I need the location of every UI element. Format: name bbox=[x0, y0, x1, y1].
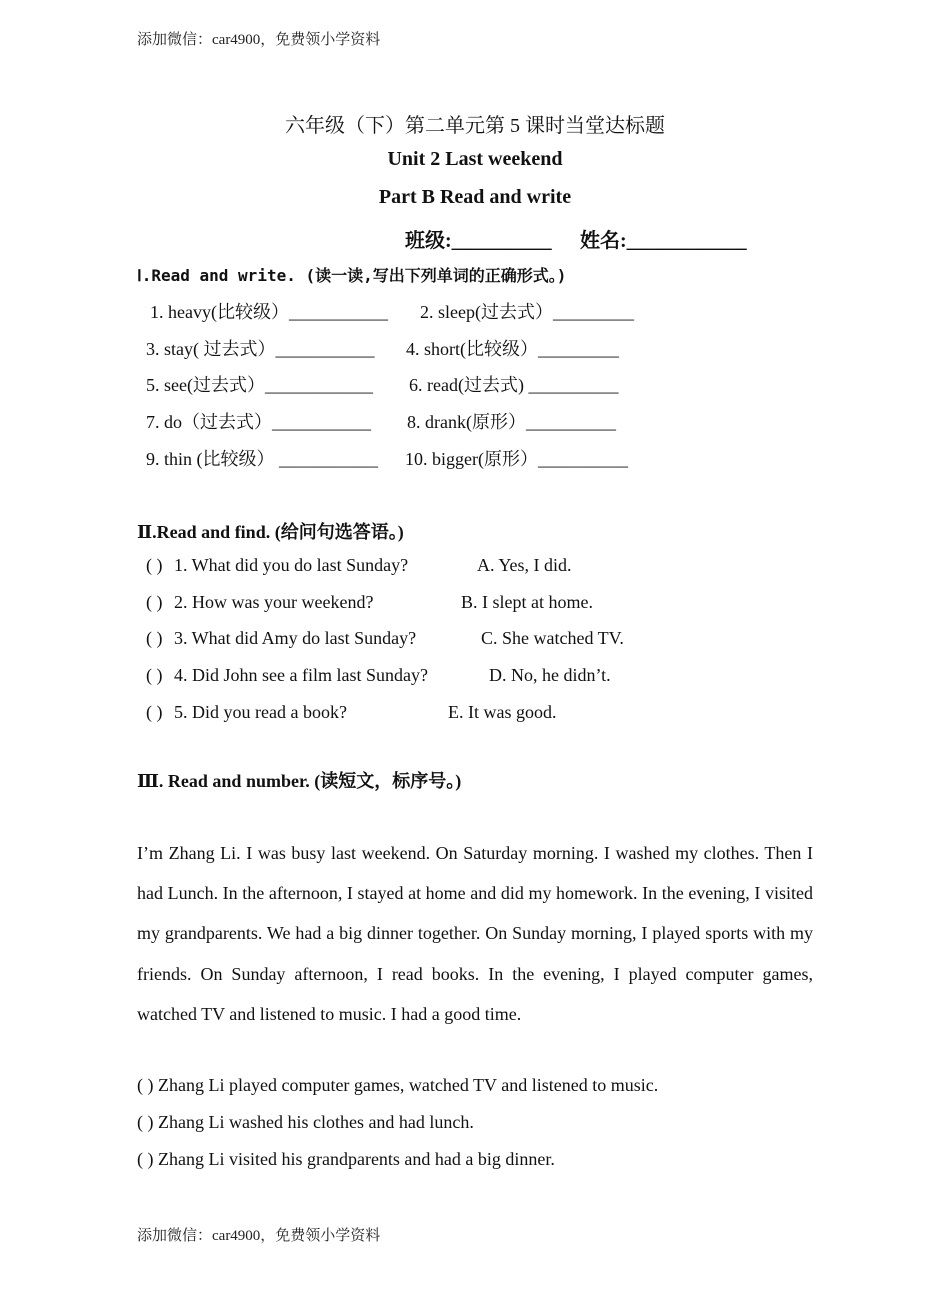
section1-item: 1. heavy(比较级）___________ bbox=[150, 302, 388, 322]
answer-option: D. No, he didn’t. bbox=[489, 665, 611, 685]
numbering-item: ( ) Zhang Li washed his clothes and had lunch. bbox=[137, 1112, 474, 1132]
answer-paren: ( ) bbox=[146, 555, 163, 575]
answer-option: B. I slept at home. bbox=[461, 592, 593, 612]
section1-item: 4. short(比较级）_________ bbox=[406, 339, 619, 359]
question-text: 4. Did John see a film last Sunday? bbox=[174, 665, 428, 685]
reading-passage: I’m Zhang Li. I was busy last weekend. On Saturday morning. I washed my clothes. Then I had Lunch. In the afternoon, I stayed at home and did my homework. In the evening, I visited my grandparents. We had a big dinner together. On Sunday morning, I played sports with my friends. On Sunday afternoon, I read books. In the evening, I played computer games, watched TV and listened to music. I had a good time. bbox=[137, 843, 813, 1024]
section1-item: 3. stay( 过去式）___________ bbox=[146, 339, 375, 359]
section1-item: 8. drank(原形）__________ bbox=[407, 412, 616, 432]
section1-item: 10. bigger(原形）__________ bbox=[405, 449, 628, 469]
name-field: 姓名:____________ bbox=[580, 230, 747, 252]
worksheet-title: 六年级（下）第二单元第 5 课时当堂达标题 bbox=[285, 115, 665, 137]
unit-title: Unit 2 Last weekend bbox=[387, 148, 563, 170]
section1-item: 2. sleep(过去式）_________ bbox=[420, 302, 634, 322]
answer-option: E. It was good. bbox=[448, 702, 557, 722]
header-note: 添加微信：car4900，免费领小学资料 bbox=[137, 32, 381, 48]
section1-heading: Ⅰ.Read and write. (读一读,写出下列单词的正确形式。) bbox=[137, 266, 567, 285]
section1-item: 5. see(过去式）____________ bbox=[146, 375, 373, 395]
section1-item: 6. read(过去式) __________ bbox=[409, 375, 619, 395]
numbering-item: ( ) Zhang Li played computer games, watched TV and listened to music. bbox=[137, 1075, 659, 1095]
answer-paren: ( ) bbox=[146, 628, 163, 648]
answer-option: A. Yes, I did. bbox=[477, 555, 572, 575]
part-title: Part B Read and write bbox=[378, 186, 572, 208]
question-text: 1. What did you do last Sunday? bbox=[174, 555, 409, 575]
question-text: 5. Did you read a book? bbox=[174, 702, 347, 722]
answer-option: C. She watched TV. bbox=[481, 628, 624, 648]
class-field: 班级:__________ bbox=[405, 230, 552, 252]
question-text: 2. How was your weekend? bbox=[174, 592, 374, 612]
section1-item: 9. thin (比较级） ___________ bbox=[146, 449, 378, 469]
answer-paren: ( ) bbox=[146, 592, 163, 612]
section1-item: 7. do（过去式）___________ bbox=[146, 412, 371, 432]
answer-paren: ( ) bbox=[146, 702, 163, 722]
numbering-item: ( ) Zhang Li visited his grandparents and had a big dinner. bbox=[137, 1149, 555, 1169]
section3-heading: Ⅲ. Read and number. (读短文，标序号。) bbox=[137, 771, 462, 791]
footer-note: 添加微信：car4900，免费领小学资料 bbox=[137, 1228, 381, 1244]
answer-paren: ( ) bbox=[146, 665, 163, 685]
question-text: 3. What did Amy do last Sunday? bbox=[174, 628, 417, 648]
section2-heading: Ⅱ.Read and find. (给问句选答语。) bbox=[137, 522, 404, 542]
